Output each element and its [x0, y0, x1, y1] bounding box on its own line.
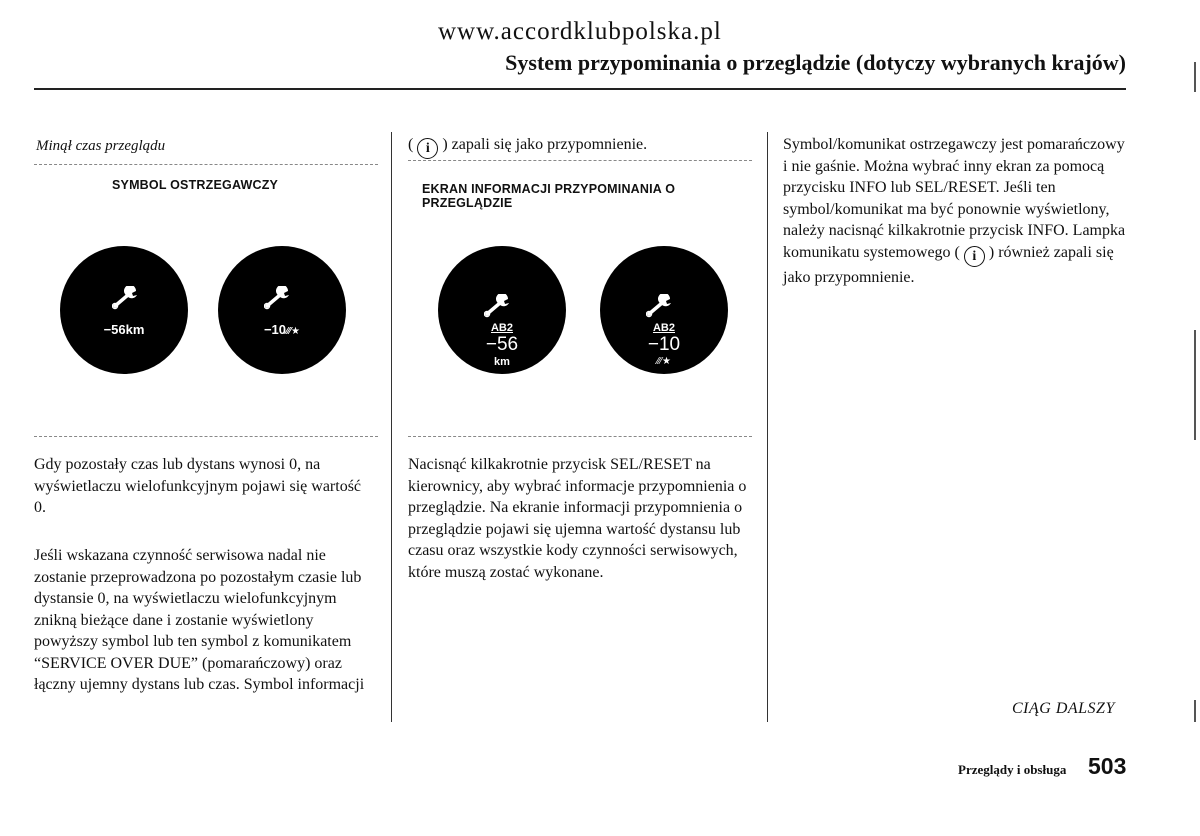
wrench-icon [484, 294, 514, 318]
edge-mark [1194, 62, 1196, 92]
gauge-distance [60, 246, 188, 374]
day-star-symbol: ⁄⁄⁄★ [657, 356, 671, 367]
column-divider-2 [767, 132, 768, 722]
col3-paragraph-text-1: Symbol/komunikat ostrzegawczy jest pomarańczowy i nie gaśnie. Można wybrać inny ekran za pomocą przycisku INFO lub SEL/RESET. Jeśli ten symbol/komunikat ma być ponownie wyświetlony, należy nacisnąć kilkakrotnie przycisk INFO. Lampka komunikatu systemowego ( [783, 136, 1126, 261]
gauge-time-text [218, 322, 346, 337]
page-title: System przypominania o przeglądzie (dotyczy wybranych krajów) [505, 50, 1126, 75]
col2-top-line [408, 134, 758, 159]
panel-heading: EKRAN INFORMACJI PRZYPOMINANIA O PRZEGLĄDZIE [422, 182, 676, 210]
wrench-icon [264, 286, 294, 310]
service-code: AB2 [652, 322, 675, 334]
distance-unit: km [494, 356, 510, 368]
distance-value: −56 [485, 334, 519, 355]
reminder-info-panel [408, 160, 752, 440]
col1-paragraph-2: Jeśli wskazana czynność serwisowa nadal nie zostanie przeprowadzona po pozostałym czasie lub dystansie 0, na wyświetlaczu wielofunkcyjnym znikną bieżące dane i zostanie wyświetlony powyższy symbol lub ten symbol z komunikatem “SERVICE OVER DUE” (pomarańczowy) oraz łączny ujemny dystans lub czas. Symbol informacji [34, 547, 365, 693]
col1-paragraph-1: Gdy pozostały czas lub dystans wynosi 0, na wyświetlaczu wielofunkcyjnym pojawi się wartość 0. [34, 456, 362, 516]
panel-heading: SYMBOL OSTRZEGAWCZY [112, 178, 279, 192]
col3-paragraph-text-2: ) również zapali się jako przypomnienie. [783, 243, 1114, 286]
continued-label: CIĄG DALSZY [1012, 700, 1115, 717]
header-url: www.accordklubpolska.pl [438, 18, 722, 45]
day-star-symbol: ⁄⁄⁄★ [286, 326, 301, 337]
gauge-info-time [600, 246, 728, 374]
col3-paragraph [783, 134, 1129, 288]
gauge-distance-text: −56km [103, 322, 145, 337]
edge-mark [1194, 330, 1196, 440]
panel-bottom-border [34, 436, 378, 437]
page-number: 503 [1088, 753, 1127, 779]
gauge-time-value: −10 [263, 322, 287, 337]
header-rule [34, 88, 1126, 90]
gauge-time [218, 246, 346, 374]
info-icon: i [964, 246, 985, 267]
service-code: AB2 [490, 322, 513, 334]
panel-top-border [408, 160, 752, 161]
wrench-icon [112, 286, 142, 310]
panel-top-border [34, 164, 378, 165]
gauge-info-distance [438, 246, 566, 374]
column-divider-1 [391, 132, 392, 722]
info-icon: i [417, 138, 438, 159]
wrench-icon [646, 294, 676, 318]
footer-section-label: Przeglądy i obsługa [958, 762, 1067, 777]
col2-paragraph: Nacisnąć kilkakrotnie przycisk SEL/RESET na kierownicy, aby wybrać informacje przypomnienia o przeglądzie. Na ekranie informacji przypomnienia o przeglądzie pojawi się ujemna wartość dystansu lub czasu oraz wszystkie kody czynności serwisowych, które muszą zostać wykonane. [408, 456, 747, 581]
edge-mark [1194, 700, 1196, 722]
col2-top-line-text: ) zapali się jako przypomnienie. [442, 136, 648, 153]
time-value: −10 [647, 334, 681, 355]
paren-open: ( [408, 136, 414, 153]
caption-service-overdue: Minął czas przeglądu [36, 138, 166, 154]
panel-bottom-border [408, 436, 752, 437]
warning-symbol-panel [34, 164, 378, 440]
